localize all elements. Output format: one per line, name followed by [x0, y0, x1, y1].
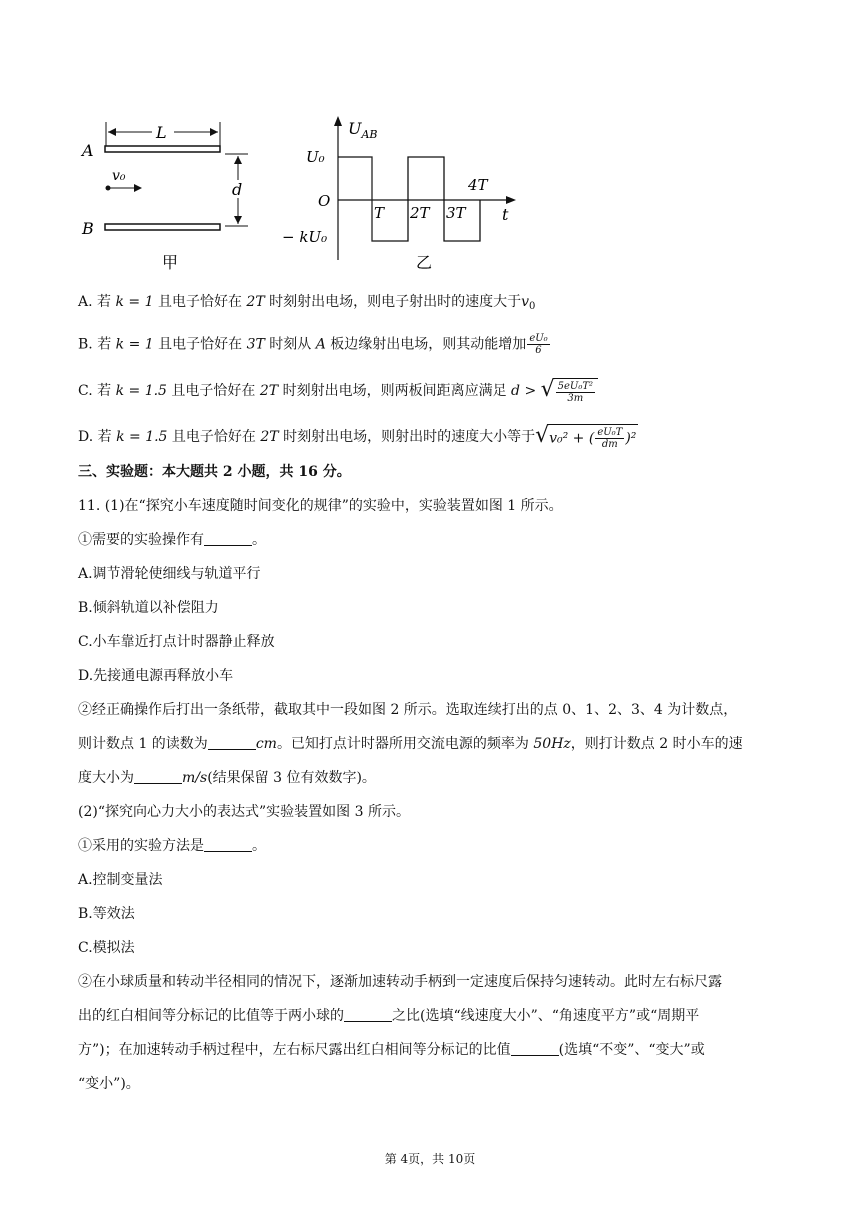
q11-option-b: B.倾斜轨道以补偿阻力 [78, 600, 219, 616]
physics-figure [70, 110, 550, 275]
voltage-waveform [338, 157, 480, 241]
caption-jia: 甲 [162, 253, 179, 272]
q11-option-d: D.先接通电源再释放小车 [78, 668, 234, 684]
option-c: C. 若 k = 1.5 且电子恰好在 2T 时刻射出电场，则两板间距离应满足 d > √ $\frac{\text{5eU₀T²}}{3m}$ [78, 378, 598, 404]
tick-t: T [374, 204, 385, 222]
q11-part2-option-c: C.模拟法 [78, 940, 135, 956]
option-a: A. 若 k = 1 且电子恰好在 2T 时刻射出电场，则电子射出时的速度大于$v_0$ [78, 294, 536, 312]
plate-a [105, 146, 220, 152]
figure-yi [282, 116, 516, 272]
q11-option-a: A.调节滑轮使细线与轨道平行 [78, 566, 261, 582]
q11-part2-step1: ①采用的实验方法是 。 [78, 838, 266, 854]
option-d: D. 若 k = 1.5 且电子恰好在 2T 时刻射出电场，则射出时的速度大小等于 √ v₀² + ( $\frac{\text{eU₀T}}{dm}$ )² [78, 423, 637, 450]
q11-step2-line1: ②经正确操作后打出一条纸带，截取其中一段如图 2 所示。选取连续打出的点 0、1、2、3、4 为计数点， [78, 702, 738, 718]
label-plate-a: A [82, 141, 94, 160]
answer-blank[interactable] [204, 837, 252, 852]
tick-4t: 4T [468, 176, 488, 194]
axis-y-label: $U_{AB}$ [348, 119, 378, 141]
plate-b [105, 224, 220, 230]
tick-2t: 2T [410, 204, 430, 222]
answer-blank[interactable] [344, 1007, 392, 1022]
page-footer: 第 4页，共 10页 [384, 1152, 476, 1166]
answer-blank[interactable] [208, 735, 256, 750]
q11-part2-step2-line3: 方”)；在加速转动手柄过程中，左右标尺露出红白相间等分标记的比值 (选填“不变”、“变大”或 [78, 1042, 705, 1058]
section-title: 三、实验题：本大题共 2 小题，共 16 分。 [78, 464, 351, 480]
fraction-eu0-6: $\frac{\text{eU₀}}{6}$ [529, 333, 548, 356]
axis-x-label: t [502, 205, 509, 224]
q11-intro: 11. (1)在“探究小车速度随时间变化的规律”的实验中，实验装置如图 1 所示。 [78, 498, 563, 514]
label-distance-d: d [232, 180, 243, 199]
label-u0: U₀ [306, 148, 325, 166]
sqrt-expression-d: √ v₀² + ( $\frac{\text{eU₀T}}{dm}$ )² [535, 423, 637, 450]
q11-part2-option-b: B.等效法 [78, 906, 135, 922]
q11-part2-step2-line2: 出的红白相间等分标记的比值等于两小球的 之比(选填“线速度大小”、“角速度平方”或“周期平 [78, 1008, 700, 1024]
label-origin: O [318, 192, 331, 210]
label-neg-ku0: − kU₀ [282, 228, 328, 246]
answer-blank[interactable] [204, 531, 252, 546]
label-v0: v₀ [112, 168, 126, 184]
q11-part2-step2-line4: “变小”)。 [78, 1076, 140, 1092]
answer-blank[interactable] [134, 769, 182, 784]
q11-step1: ①需要的实验操作有 。 [78, 532, 266, 548]
electron [106, 186, 111, 191]
sqrt-expression-c: √ $\frac{\text{5eU₀T²}}{3m}$ [541, 378, 598, 404]
q11-part2-step2-line1: ②在小球质量和转动半径相同的情况下，逐渐加速转动手柄到一定速度后保持匀速转动。此时左右标尺露 [78, 974, 722, 990]
label-plate-b: B [82, 219, 94, 238]
q11-step2-line3: 度大小为 m/s(结果保留 3 位有效数字)。 [78, 770, 376, 786]
tick-3t: 3T [446, 204, 466, 222]
caption-yi: 乙 [416, 253, 433, 272]
q11-part2-option-a: A.控制变量法 [78, 872, 163, 888]
q11-step2-line2: 则计数点 1 的读数为 cm。已知打点计时器所用交流电源的频率为 50Hz，则打计数点 2 时小车的速 [78, 736, 743, 752]
q11-option-c: C.小车靠近打点计时器静止释放 [78, 634, 275, 650]
figure-jia [80, 122, 248, 272]
answer-blank[interactable] [511, 1041, 559, 1056]
q11-part2-intro: (2)“探究向心力大小的表达式”实验装置如图 3 所示。 [78, 804, 410, 820]
label-length-l: L [156, 123, 167, 142]
option-b: B. 若 k = 1 且电子恰好在 3T 时刻从 A 板边缘射出电场，则其动能增加 $\frac{\text{eU₀}}{6}$ [78, 333, 548, 356]
